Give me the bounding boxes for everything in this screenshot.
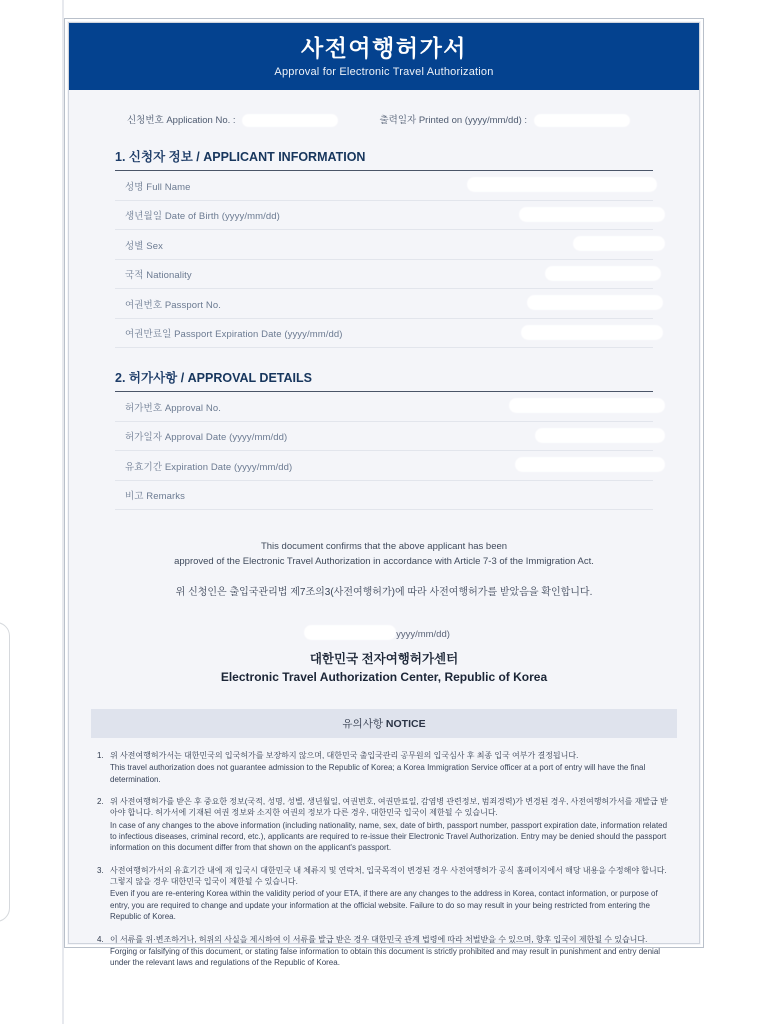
notice-item-3-number: 3. [97,865,104,875]
field-value-full-name-redacted [467,177,657,192]
section-1-heading-korean: 신청자 정보 [128,150,193,165]
issuer-name-english: Electronic Travel Authorization Center, Republic of Korea [220,669,548,684]
notice-item-2-english: In case of any changes to the above information (including nationality, name, sex, date of birth, passport number, passport expiration date, information related to infectious diseases, criminal record, etc.), applicants are required to re-issue their Electronic Travel Authorization. Entry may be denied should the passport information on this document differ from that shown on the applicant's passport. [110,820,668,853]
field-value-sex-redacted [573,236,665,251]
field-value-approval-date-redacted [535,428,665,443]
document-inner-frame [68,22,700,968]
notice-item [97,934,673,969]
section-heading-applicant-information [115,147,653,171]
notice-item-1-english: This travel authorization does not guarantee admission to the Republic of Korea; a Korea Immigration Service officer at a port of entry will have the final determination. [110,763,646,784]
notice-item-3-korean: 사전여행허가서의 유효기간 내에 재 입국시 대한민국 내 체류지 및 연락처, 입국목적이 변경된 경우 사전여행허가 공식 홈페이지에서 해당 내용을 수정해야 합니다. 그렇지 않을 경우 대한민국 입국이 제한될 수 있습니다. [110,865,667,887]
notice-header-bar [91,709,677,738]
printed-on-value-redacted [534,114,630,127]
issue-date-line [318,629,450,640]
notice-item-1-number: 1. [97,750,104,760]
printed-on-label: 출력일자 Printed on (yyyy/mm/dd) : [379,115,528,127]
notice-item-3-english: Even if you are re-entering Korea within the validity period of your ETA, if there are any changes to the address in Korea, contact information, or purpose of entry, you are required to change and update your information at the official website. Failure to do so may result in your being restricted from entering the Republic of Korea. [110,889,658,922]
notice-item [97,865,673,923]
notice-section [69,709,699,969]
field-row-approval-date [115,422,653,452]
document-header [69,23,699,90]
section-heading-approval-details [115,368,653,392]
notice-item [97,750,673,785]
field-label-date-of-birth: 생년월일 Date of Birth (yyyy/mm/dd) [125,211,280,223]
field-value-nationality-redacted [545,266,661,281]
field-label-passport-no: 여권번호 Passport No. [125,299,221,311]
section-2-heading-english: APPROVAL DETAILS [187,371,312,386]
eta-document [64,18,704,968]
field-label-sex: 성별 Sex [125,240,163,252]
document-body [69,112,699,683]
field-value-expiration-date-redacted [515,457,665,472]
document-meta-row [115,112,653,127]
issue-date-format-suffix: yyyy/mm/dd) [396,628,450,640]
section-2-separator: / [177,371,188,386]
issuer-block [115,624,653,684]
notice-item-4-number: 4. [97,934,104,944]
notice-item-1-body [110,750,673,785]
notice-item-4-korean: 이 서류를 위·변조하거나, 허위의 사실을 제시하여 이 서류를 발급 받은 경우 대한민국 관계 법령에 따라 처벌받을 수 있으며, 향후 입국이 제한될 수 있습니다. [110,934,648,944]
application-no-field [115,112,379,127]
notice-item-3-body [110,865,673,923]
field-value-approval-no-redacted [509,398,665,413]
notice-list [91,750,677,969]
application-no-label: 신청번호 Application No. : [127,115,236,127]
confirmation-english-line-2: approved of the Electronic Travel Authorization in accordance with Article 7-3 of the Immigration Act. [174,556,594,568]
field-row-passport-no [115,289,653,319]
issuer-name-korean: 대한민국 전자여행허가센터 [309,651,459,666]
confirmation-korean: 위 신청인은 출입국관리법 제7조의3(사전여행허가)에 따라 사전여행허가를 받았음을 확인합니다. [175,586,593,598]
section-2-number: 2. [115,371,126,386]
confirmation-english-line-1: This document confirms that the above applicant has been [260,541,508,553]
notice-item-2-body [110,796,673,854]
field-value-passport-no-redacted [527,295,663,310]
field-row-nationality [115,260,653,290]
notice-item-4-body [110,934,673,969]
approval-details-table [115,392,653,510]
applicant-information-table [115,171,653,348]
field-value-date-of-birth-redacted [519,207,665,222]
offscreen-panel-edge [0,622,10,922]
field-label-full-name: 성명 Full Name [125,181,191,193]
field-label-expiration-date: 유효기간 Expiration Date (yyyy/mm/dd) [125,461,293,473]
notice-header-english: NOTICE [385,717,426,730]
field-row-remarks [115,481,653,511]
notice-item [97,796,673,854]
field-row-approval-no [115,392,653,422]
field-value-passport-expiration-date-redacted [521,325,663,340]
notice-header-korean: 유의사항 [342,717,386,730]
field-label-nationality: 국적 Nationality [125,270,192,282]
notice-item-1-korean: 위 사전여행허가서는 대한민국의 입국허가를 보장하지 않으며, 대한민국 출입국관리 공무원의 입국심사 후 최종 입국 여부가 결정됩니다. [110,750,579,760]
section-1-heading-english: APPLICANT INFORMATION [203,150,366,165]
application-no-value-redacted [242,114,338,127]
notice-item-2-number: 2. [97,796,104,806]
field-row-sex [115,230,653,260]
field-label-approval-date: 허가일자 Approval Date (yyyy/mm/dd) [125,432,288,444]
field-label-approval-no: 허가번호 Approval No. [125,402,221,414]
field-row-date-of-birth [115,201,653,231]
confirmation-statement [115,540,653,597]
field-label-passport-expiration-date: 여권만료일 Passport Expiration Date (yyyy/mm/dd) [125,329,343,341]
field-row-expiration-date [115,451,653,481]
printed-on-field [379,112,653,127]
field-row-full-name [115,171,653,201]
field-label-remarks: 비고 Remarks [125,491,185,503]
section-1-number: 1. [115,150,126,165]
document-title-korean: 사전여행허가서 [300,35,468,61]
document-title-english: Approval for Electronic Travel Authorization [274,66,494,79]
section-2-heading-korean: 허가사항 [128,371,178,386]
section-1-separator: / [192,150,204,165]
notice-item-2-korean: 위 사전여행허가를 받은 후 중요한 정보(국적, 성명, 성별, 생년월일, 여권번호, 여권만료일, 감염병 관련정보, 범죄경력)가 변경된 경우, 사전여행허가서를 재발급 받아야 합니다. 허가서에 기재된 여권 정보와 소지한 여권의 정보가 다른 경우, 대한민국 입국이 제한될 수 있습니다. [110,796,668,818]
issue-date-value-redacted [304,625,396,640]
notice-item-4-english: Forging or falsifying of this document, or stating false information to obtain this document is strictly prohibited and may result in punishment and entry denial under the relevant laws and regulations of the Republic of Korea. [110,946,661,968]
field-row-passport-expiration-date [115,319,653,349]
